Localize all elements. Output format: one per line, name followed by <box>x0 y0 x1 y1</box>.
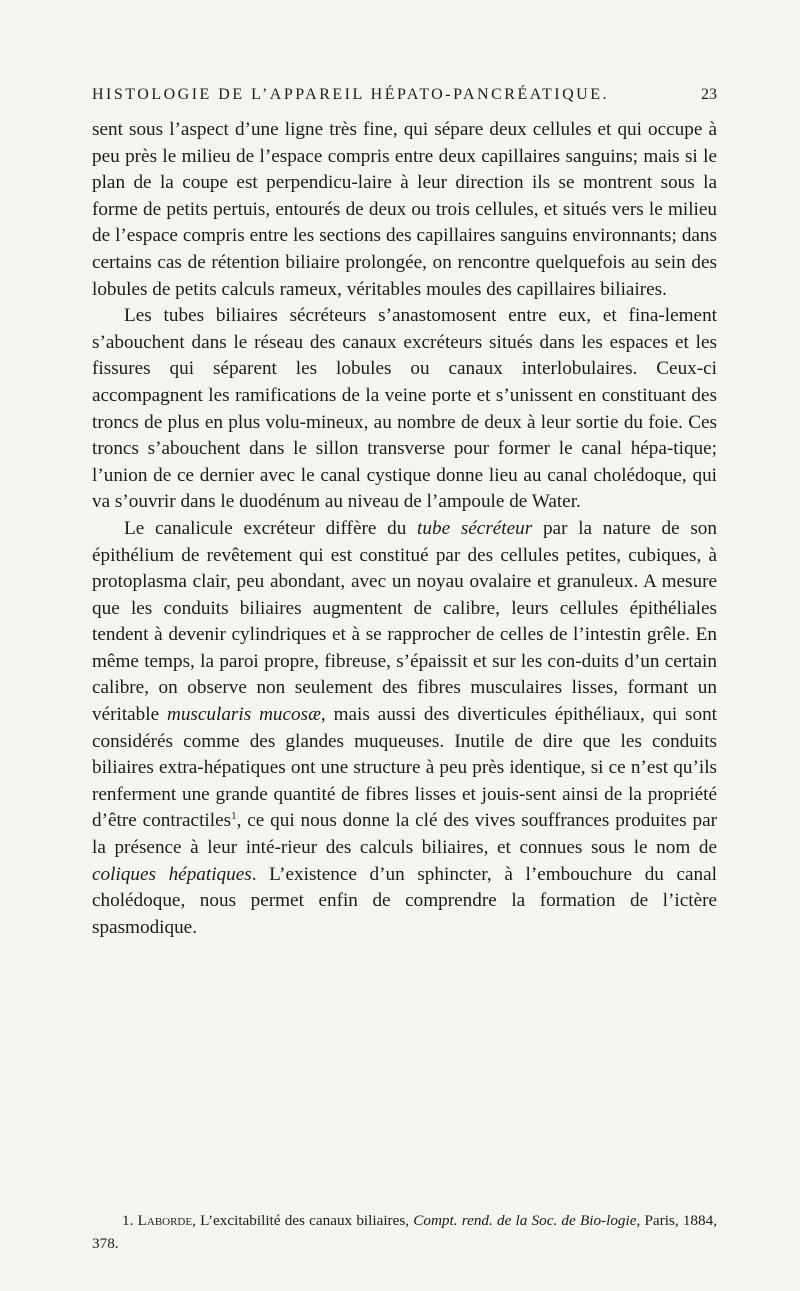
paragraph-biliary-tubes <box>92 303 717 516</box>
body-text <box>92 117 717 941</box>
footnote-author: Laborde <box>137 1212 193 1229</box>
italic-term: muscularis mucosæ <box>166 704 321 726</box>
paragraph-text: . L’existence d’un sphincter, à l’embouchure du canal cholédoque, nous permet enfin de comprendre la formation de l’ictère spasmodique. <box>92 863 717 938</box>
paragraph-text: Le canalicule excréteur diffère du <box>124 517 418 539</box>
footnote-text: , L’excitabilité des canaux biliaires, <box>192 1212 414 1229</box>
footnote <box>92 1209 717 1255</box>
footnote-source: Compt. rend. de la Soc. de Bio-logie <box>413 1212 637 1229</box>
paragraph-continued <box>92 117 717 303</box>
paragraph-excretory-canal <box>92 516 717 942</box>
paragraph-text: sent sous l’aspect d’une ligne très fine, qui sépare deux cellules et qui occupe à peu près le milieu de l’espace compris entre deux capillaires sanguins; mais si le plan de la coupe est perpendicu-laire à leur direction ils se montrent sous la forme de petits pertuis, entourés de deux ou trois cellules, et situés vers le milieu de l’espace compris entre les sections des capillaires sanguins environnants; dans certains cas de rétention biliaire prolongée, on rencontre quelquefois au sein des lobules de petits calculs rameux, véritables moules des capillaires biliaires. <box>92 119 717 300</box>
italic-term: tube sécréteur <box>417 517 533 539</box>
paragraph-text: , mais aussi des diverticules épithéliaux, qui sont considérés comme des glandes muqueuses. Inutile de dire que les conduits biliaires extra-hépatiques ont une structure à peu près identique, si ce n’est qu’ils renferment une grande quantité de fibres lisses et jouis-sent ainsi de la propriété d’être contractiles <box>92 704 718 832</box>
footnote-number: 1. <box>122 1212 134 1229</box>
paragraph-text: par la nature de son épithélium de revêtement qui est constitué par des cellules petites, cubiques, à protoplasma clair, peu abondant, avec un noyau ovalaire et granuleux. A mesure que les conduits biliaires augmentent de calibre, leurs cellules épithéliales tendent à devenir cylindriques et à se rapprocher de celles de l’intestin grêle. En même temps, la paroi propre, fibreuse, s’épaissit et sur les con-duits d’un certain calibre, on observe non seulement des fibres musculaires lisses, formant un véritable <box>92 517 717 726</box>
footnote-details: , Paris, 1884, 378. <box>92 1212 718 1252</box>
paragraph-text: Les tubes biliaires sécréteurs s’anastomosent entre eux, et fina-lement s’abouchent dans le réseau des canaux excréteurs situés dans les espaces et les fissures qui séparent les lobules ou canaux interlobulaires. Ceux-ci accompagnent les ramifications de la veine porte et s’unissent en constituant des troncs de plus en plus volu-mineux, au nombre de deux à leur sortie du foie. Ces troncs s’abouchent dans le sillon transverse pour former le canal hépa-tique; l’union de ce dernier avec le canal cystique donne lieu au canal cholédoque, qui va s’ouvrir dans le duodénum au niveau de l’ampoule de Water. <box>92 305 717 513</box>
paragraph-text: , ce qui nous donne la clé des vives souffrances produites par la présence à leur inté-rieur des calculs biliaires, et connues sous le nom de <box>92 810 718 859</box>
italic-term: coliques hépatiques <box>92 863 252 885</box>
running-title: HISTOLOGIE DE L’APPAREIL HÉPATO-PANCRÉATIQUE. <box>92 86 609 103</box>
page-number: 23 <box>701 86 717 103</box>
footnote-ref[interactable]: 1 <box>231 810 237 823</box>
